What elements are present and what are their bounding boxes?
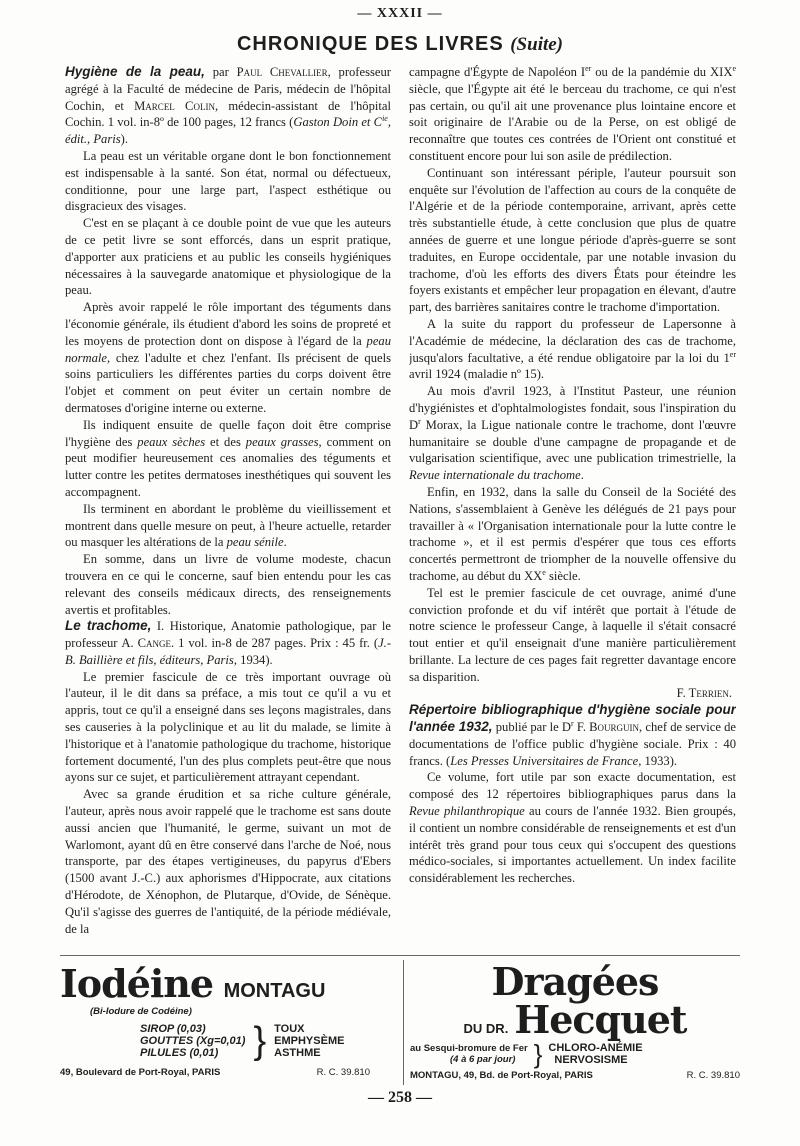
section-title-suffix: (Suite) (510, 34, 564, 55)
paragraph: campagne d'Égypte de Napoléon Ier ou de la pandémie du XIXe siècle, que l'Égypte ait été le berceau du trachome, ce qui n'est pas certain, ou qu'il ait une provenance plus lointaine encore et soit originaire de l'Arabie ou de la Perse, on est obligé de reconnaître que toutes ces contrées de l'Orient ont constitué et constituent encore pour lui son asile de prédilection. (409, 64, 736, 163)
ad-address: MONTAGU, 49, Bd. de Port-Royal, PARIS (410, 1070, 593, 1081)
paragraph: Ils terminent en abordant le problème du vieillissement et montrent dans quelle mesure on peut, à l'heure actuelle, retarder ou masquer les altérations de la peau sénile. (65, 501, 391, 550)
paragraph: Au mois d'avril 1923, à l'Institut Pasteur, une réunion d'hygiénistes et d'ophtalmologistes fondait, sous l'inspiration du $D^r$ Morax, la Ligue nationale contre le trachome, dont l'œuvre humanitaire se double d'une campagne de propagande et de vulgarisation scientifique, avec une publication trimestrielle, la Revue internationale du trachome. (409, 384, 736, 483)
ad-divider-vertical (403, 960, 404, 1085)
publisher: Les Presses Universitaires de France (450, 753, 639, 768)
ad-of-doctor: DU DR. (463, 1021, 509, 1036)
publisher: Gaston Doin et $C^{ie}$, édit., Paris (65, 114, 391, 147)
ad-uses: TOUX EMPHYSÈME ASTHME (274, 1023, 345, 1059)
author: Paul Chevallier (236, 65, 328, 79)
paragraph: Après avoir rappelé le rôle important des téguments dans l'économie générale, ils étudient d'abord les soins de propreté et les moyens de protection dont on dispose à l'égard de la peau normale, chez l'adulte et chez l'enfant. Ils précisent de quels soins particuliers les différentes parties du corps doivent être l'objet et comment on peut éviter un certain nombre de dermatoses d'origine interne ou externe. (65, 300, 391, 415)
ad-uses: CHLORO-ANÉMIE NERVOSISME (548, 1042, 643, 1066)
paragraph: Avec sa grande érudition et sa riche culture générale, l'auteur, après nous avoir rappelé que le trachome est sans doute aussi ancien que l'humanité, le germe, suivant un mot de Warlomont, ayant dû en être conservé dans l'arche de Noé, nous transporte, par des étapes vertigineuses, du papyrus d'Ebers (1500 avant J.-C.) aux aphorismes d'Hippocrate, aux citations d'Hérodote, de Xénophon, de Plutarque, d'Ovide, de Sénèque. Qu'il s'agisse des guerres de l'antiquité, de la période médiévale, de la (65, 787, 391, 936)
book-title: Répertoire bibliographique d'hygiène sociale pour l'année 1932, (409, 702, 736, 735)
ad-maker: MONTAGU (223, 980, 326, 1002)
author: Marcel Colin (134, 98, 215, 113)
advertisement-iodeine (60, 960, 400, 1085)
review-hygiene-heading: Hygiène de la peau, par Paul Chevallier, professeur agrégé à la Faculté de médecine de Paris, médecin de l'hôpital Cochin, et Marcel Colin, médecin-assistant de l'hôpital Cochin. 1 vol. in-8º de 100 pages, 12 francs (Gaston Doin et $C^{ie}$, édit., Paris). (65, 64, 391, 147)
brace-glyph: } (533, 1039, 543, 1069)
paragraph: A la suite du rapport du professeur de Lapersonne à l'Académie de médecine, la déclaration des cas de trachome, jusqu'alors facultative, a été rendue obligatoire par la loi du 1er avril 1924 (maladie nº 15). (409, 316, 736, 382)
paragraph: En somme, dans un livre de volume modeste, chacun trouvera en ce qui le concerne, sauf bien entendu pour les cas relevant des conseils médicaux directs, des renseignements avertis et profitables. (65, 552, 391, 617)
paragraph: La peau est un véritable organe dont le bon fonctionnement est indispensable à la santé. Son état, normal ou défectueux, conditionne, pour une large part, l'aspect esthétique ou disgracieux des visages. (65, 148, 391, 214)
signature: F. Terrien. (676, 686, 732, 701)
ad-forms: SIROP (0,03) GOUTTES (Xg=0,01) PILULES (0,01) (140, 1023, 246, 1059)
book-title: Le trachome, (65, 618, 152, 634)
ad-divider-horizontal (60, 955, 740, 956)
paragraph: Tel est le premier fascicule de cet ouvrage, animé d'une conviction profonde et du vif intérêt que portait à l'étude de notre science le professeur Cange, à laquelle il s'était consacré tout entier et qu'il enseignait d'une manière particulièrement brillante. La lecture de ces pages fait regretter davantage encore sa disparition. (409, 585, 736, 684)
author: F. Bourguin (573, 720, 640, 735)
paragraph: C'est en se plaçant à ce double point de vue que les auteurs de ce petit livre se sont efforcés, dans un esprit pratique, d'apporter aux praticiens et au public les conseils hygiéniques nécessaires à la sauvegarde anatomique et physiologique de la peau. (65, 216, 391, 298)
ad-address: 49, Boulevard de Port-Royal, PARIS (60, 1067, 221, 1078)
ad-subtitle: (Bi-Iodure de Codéine) (90, 1006, 192, 1017)
ad-doctor-name: Hecquet (514, 997, 687, 1042)
section-title (0, 33, 800, 56)
ad-brand: Iodéine (60, 961, 214, 1006)
paragraph: Enfin, en 1932, dans la salle du Conseil de la Société des Nations, s'assemblaient à Genève les délégués de 21 pays pour travailler à « l'Organisation internationale pour la lutte contre le trachome », et il est permis d'espérer que tous ces efforts concertés permettront de triompher de la nouvelle offensive du trachome, au début du XXe siècle. (409, 484, 736, 583)
paragraph: Ils indiquent ensuite de quelle façon doit être comprise l'hygiène des peaux sèches et des peaux grasses, comment on peut modifier heureusement ces anomalies des téguments et lutter contre les petites dermatoses inesthétiques qui souvent les accompagnent. (65, 417, 391, 499)
ad-formula: au Sesqui-bromure de Fer (4 à 6 par jour) (410, 1043, 528, 1065)
ad-registration: R. C. 39.810 (316, 1067, 370, 1078)
author: A. Cange (121, 636, 171, 651)
page-number: — 258 — (368, 1089, 432, 1106)
right-column (409, 64, 736, 954)
book-title: Hygiène de la peau, (65, 64, 205, 79)
review-repertoire-heading: Répertoire bibliographique d'hygiène sociale pour l'année 1932, publié par le $D^r$ F. Bourguin, chef de service de documentations de l'office public d'hygiène sociale. Prix : 40 francs. (Les Presses Universitaires de France, 1933). (409, 702, 736, 768)
left-column (65, 64, 391, 950)
review-trachome-heading: Le trachome, I. Historique, Anatomie pathologique, par le professeur A. Cange. 1 vol. in-8 de 287 pages. Prix : 45 fr. (J.-B. Baillière et fils, éditeurs, Paris, 1934). (65, 618, 391, 667)
brace-glyph: } (253, 1020, 267, 1062)
paragraph: Ce volume, fort utile par son exacte documentation, est composé des 12 répertoires bibliographiques parus dans la Revue philanthropique au cours de l'année 1932. Bien groupés, il contient un nombre considérable de renseignements et est d'un intérêt très grand pour tous ceux qui s'occupent des questions médico-sociales, si importantes actuellement. Un index facilite considérablement les recherches. (409, 770, 736, 886)
ad-brand: Dragées (491, 959, 659, 1004)
section-title-text: CHRONIQUE DES LIVRES (236, 33, 504, 55)
paragraph: Continuant son intéressant périple, l'auteur poursuit son enquête sur l'évolution de l'affection au cours de la conquête de l'Algérie et de la période contemporaine, arrivant, après cette très substantielle étude, à cette conclusion que plus de quatre années de guerre et une longue période d'après-guerre se sont traduites, en Europe occidentale, par une notable invasion du trachome, d'où les efforts des divers États pour éteindre les foyers existants et empêcher leur propagation en élevant, d'autre part, des barrières sanitaires contre le trachome d'importation. (409, 165, 736, 315)
ad-registration: R. C. 39.810 (686, 1070, 740, 1081)
advertisement-dragees (410, 960, 740, 1085)
roman-page-number: — XXXII — (357, 6, 443, 21)
paragraph: Le premier fascicule de ce très important ouvrage où l'auteur, il le dit dans sa préface, a mis tout ce qu'il a vu et appris, tout ce qu'il a enseigné dans ses leçons magistrales, dans ses causeries à la polyclinique et au lit du malade, se limite à l'historique et à l'anatomie pathologique du trachome, historique fortement documenté, l'un des plus complets peut-être que nous ayons sur ce sujet, et particulièrement attrayant cependant. (65, 669, 391, 785)
publisher: J.-B. Baillière et fils, éditeurs, Paris (65, 636, 391, 667)
